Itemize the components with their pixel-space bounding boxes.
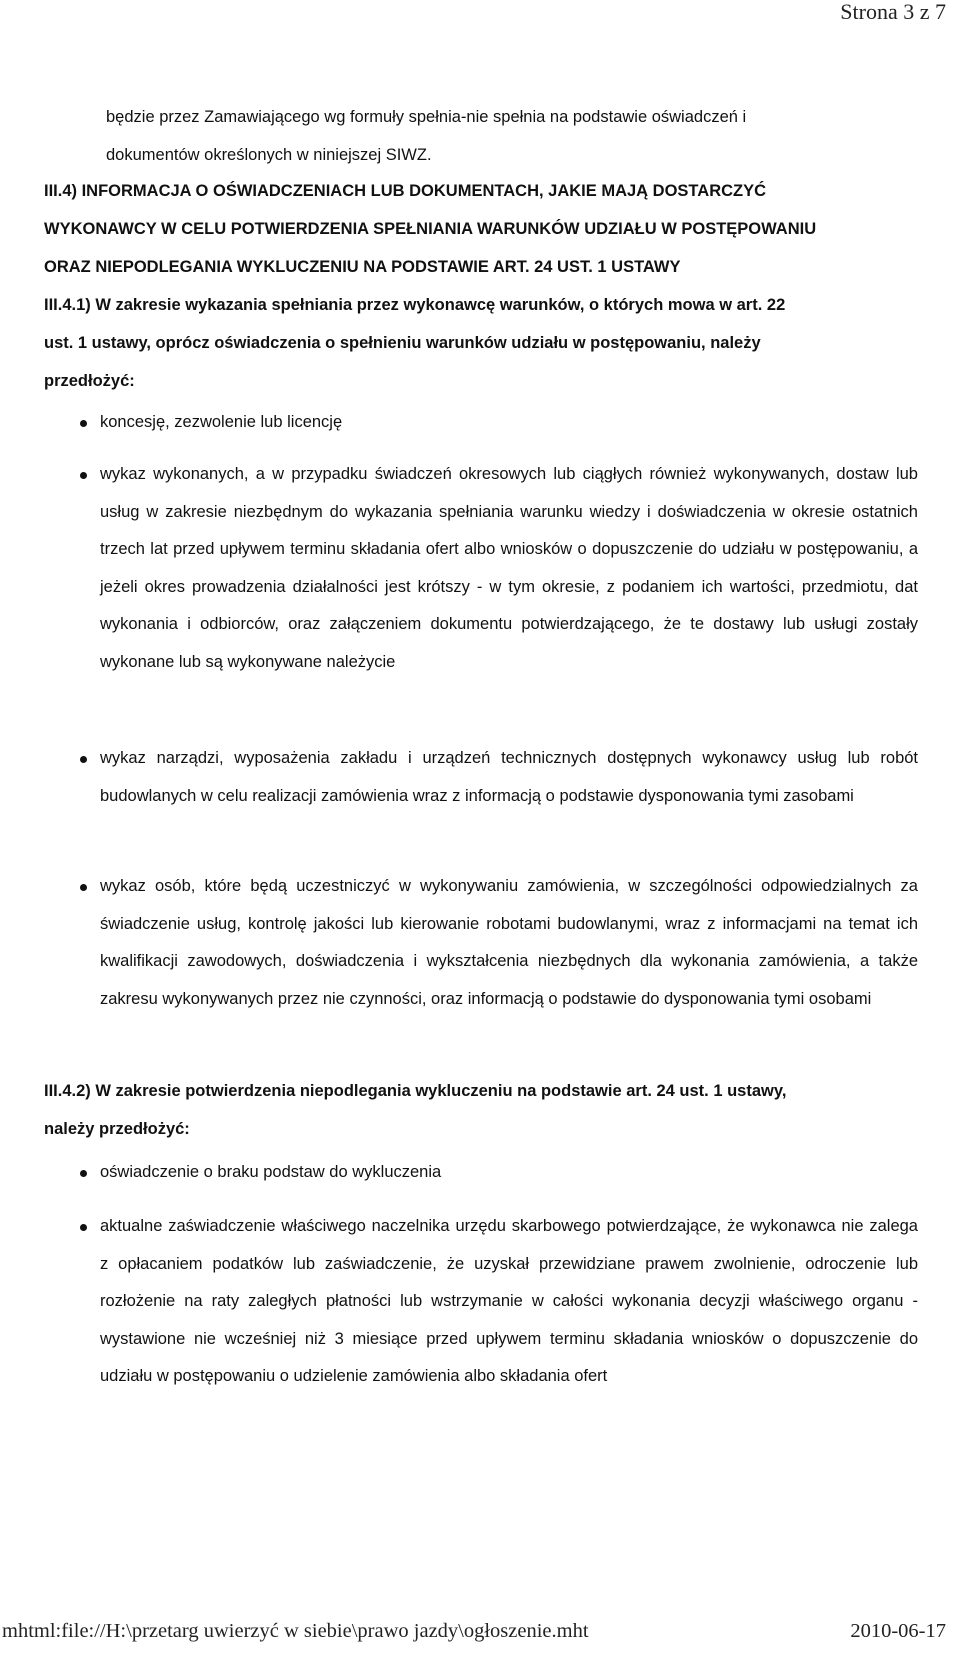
list-item: koncesję, zezwolenie lub licencję (100, 413, 343, 431)
page-number: Strona 3 z 7 (840, 0, 946, 24)
intro-line: dokumentów określonych w niniejszej SIWZ. (106, 146, 432, 164)
page-footer (0, 1620, 960, 1650)
subsection-heading: III.4.1) W zakresie wykazania spełniania przez wykonawcę warunków, o których mowa w art. 22 (44, 296, 786, 314)
intro-line: będzie przez Zamawiającego wg formuły spełnia-nie spełnia na podstawie oświadczeń i (106, 108, 747, 126)
list-item: wykaz narządzi, wyposażenia zakładu i urządzeń technicznych dostępnych wykonawcy usług lub robót budowlanych w celu realizacji zamówienia wraz z informacją o podstawie dysponowania tymi zasobami (100, 749, 918, 805)
list-item: wykaz wykonanych, a w przypadku świadczeń okresowych lub ciągłych również wykonywanych, dostaw lub usług w zakresie niezbędnym do wykazania spełniania warunku wiedzy i doświadczenia w okresie ostatnich trzech lat przed upływem terminu składania ofert albo wniosków o dopuszczenie do udziału w postępowaniu, a jeżeli okres prowadzenia działalności jest krótszy - w tym okresie, z podaniem ich wartości, przedmiotu, dat wykonania i odbiorców, oraz załączeniem dokumentu potwierdzającego, że te dostawy lub usługi zostały wykonane lub są wykonywane należycie (100, 465, 918, 671)
print-date: 2010-06-17 (850, 1620, 946, 1642)
section-heading: III.4) INFORMACJA O OŚWIADCZENIACH LUB DOKUMENTACH, JAKIE MAJĄ DOSTARCZYĆ (44, 182, 767, 200)
section-heading: ORAZ NIEPODLEGANIA WYKLUCZENIU NA PODSTAWIE ART. 24 UST. 1 USTAWY (44, 258, 681, 276)
bullet-icon (80, 472, 87, 479)
bullet-icon (80, 1170, 87, 1177)
section-heading: WYKONAWCY W CELU POTWIERDZENIA SPEŁNIANIA WARUNKÓW UDZIAŁU W POSTĘPOWANIU (44, 220, 817, 238)
bullet-icon (80, 1224, 87, 1231)
subsection-heading: należy przedłożyć: (44, 1120, 190, 1138)
subsection-heading: ust. 1 ustawy, oprócz oświadczenia o spełnieniu warunków udziału w postępowaniu, należy (44, 334, 761, 352)
list-item: oświadczenie o braku podstaw do wykluczenia (100, 1163, 442, 1181)
subsection-heading: III.4.2) W zakresie potwierdzenia niepodlegania wykluczeniu na podstawie art. 24 ust. 1 ustawy, (44, 1082, 787, 1100)
list-item: wykaz osób, które będą uczestniczyć w wykonywaniu zamówienia, w szczególności odpowiedzialnych za świadczenie usług, kontrolę jakości lub kierowanie robotami budowlanymi, wraz z informacjami na temat ich kwalifikacji zawodowych, doświadczenia i wykształcenia niezbędnych dla wykonania zamówienia, a także zakresu wykonywanych przez nie czynności, oraz informacją o podstawie do dysponowania tymi osobami (100, 877, 918, 1008)
file-path: mhtml:file://H:\przetarg uwierzyć w siebie\prawo jazdy\ogłoszenie.mht (2, 1620, 589, 1642)
list-item: aktualne zaświadczenie właściwego naczelnika urzędu skarbowego potwierdzające, że wykonawca nie zalega z opłacaniem podatków lub zaświadczenie, że uzyskał przewidziane prawem zwolnienie, odroczenie lub rozłożenie na raty zaległych płatności lub wstrzymanie w całości wykonania decyzji właściwego organu - wystawione nie wcześniej niż 3 miesiące przed upływem terminu składania wniosków o dopuszczenie do udziału w postępowaniu o udzielenie zamówienia albo składania ofert (100, 1217, 918, 1385)
bullet-icon (80, 884, 87, 891)
bullet-icon (80, 756, 87, 763)
subsection-heading: przedłożyć: (44, 372, 135, 390)
bullet-icon (80, 420, 87, 427)
